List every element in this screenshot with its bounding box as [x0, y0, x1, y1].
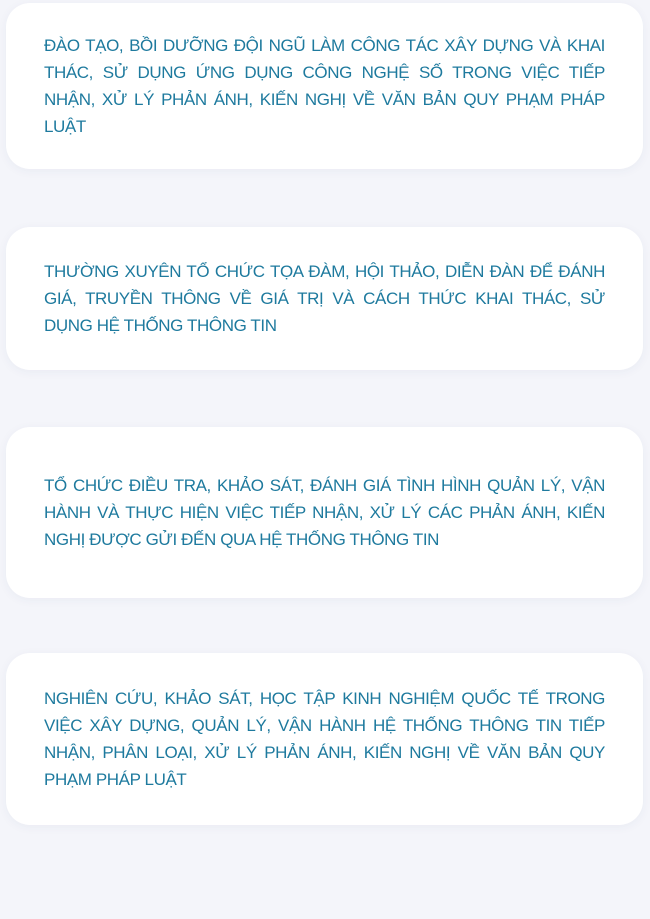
task-card-text: NGHIÊN CỨU, KHẢO SÁT, HỌC TẬP KINH NGHIỆM QUỐC TẾ TRONG VIỆC XÂY DỰNG, QUẢN LÝ, VẬN HÀNH HỆ THỐNG THÔNG TIN TIẾP NHẬN, PHÂN LOẠI, XỬ LÝ PHẢN ÁNH, KIẾN NGHỊ VỀ VĂN BẢN QUY PHẠM PHÁP LUẬT — [44, 689, 605, 789]
task-card-text: THƯỜNG XUYÊN TỔ CHỨC TỌA ĐÀM, HỘI THẢO, DIỄN ĐÀN ĐỂ ĐÁNH GIÁ, TRUYỀN THÔNG VỀ GIÁ TRỊ VÀ CÁCH THỨC KHAI THÁC, SỬ DỤNG HỆ THỐNG THÔNG TIN — [44, 262, 605, 335]
task-card-training — [6, 3, 643, 169]
task-card-research — [6, 653, 643, 825]
task-card-seminars — [6, 227, 643, 370]
task-card-text: ĐÀO TẠO, BỒI DƯỠNG ĐỘI NGŨ LÀM CÔNG TÁC XÂY DỰNG VÀ KHAI THÁC, SỬ DỤNG ỨNG DỤNG CÔNG NGHỆ SỐ TRONG VIỆC TIẾP NHẬN, XỬ LÝ PHẢN ÁNH, KIẾN NGHỊ VỀ VĂN BẢN QUY PHẠM PHÁP LUẬT — [44, 36, 605, 136]
task-card-text: TỔ CHỨC ĐIỀU TRA, KHẢO SÁT, ĐÁNH GIÁ TÌNH HÌNH QUẢN LÝ, VẬN HÀNH VÀ THỰC HIỆN VIỆC TIẾP NHẬN, XỬ LÝ CÁC PHẢN ÁNH, KIẾN NGHỊ ĐƯỢC GỬI ĐẾN QUA HỆ THỐNG THÔNG TIN — [44, 476, 605, 549]
task-card-surveys — [6, 427, 643, 598]
